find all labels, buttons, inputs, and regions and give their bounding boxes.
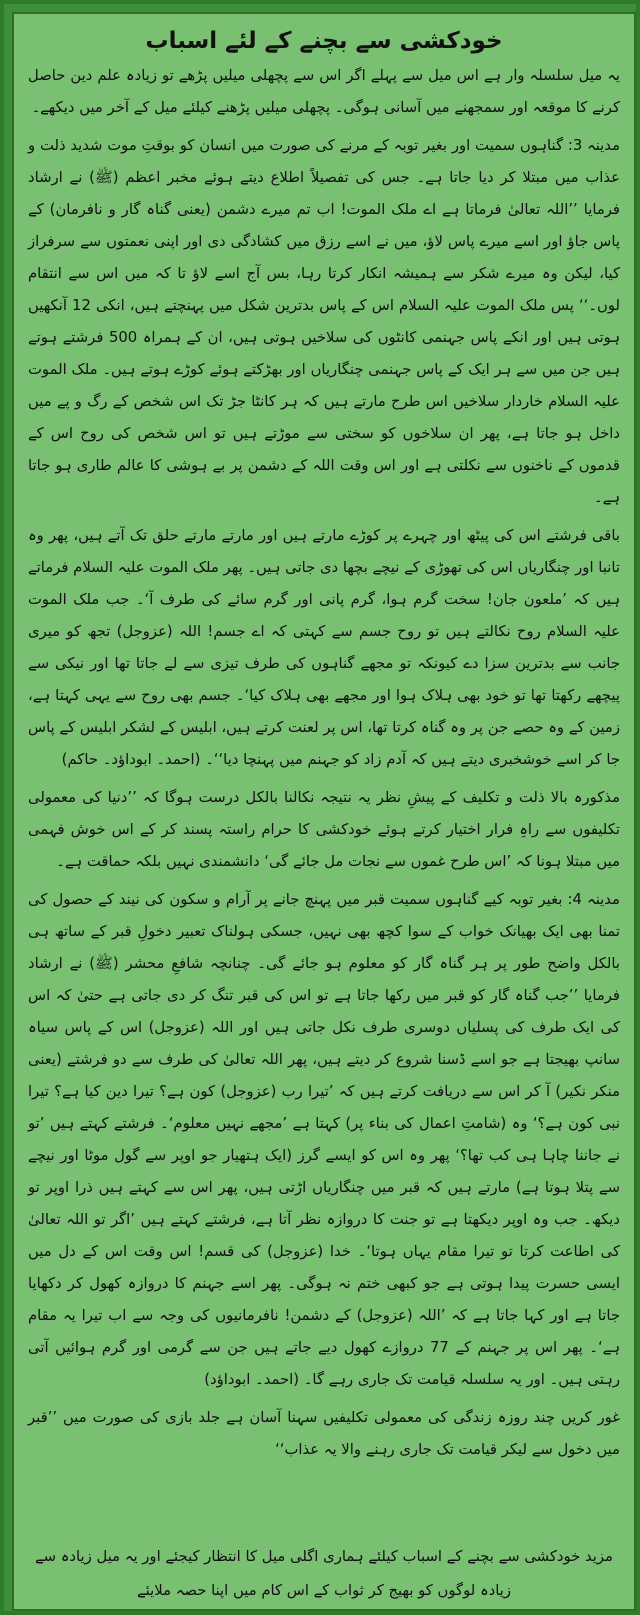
madina-4-paragraph: مدینہ 4: بغیر توبہ کیے گناہوں سمیت قبر میں پہنچ جانے پر آرام و سکون کی نیند کے حصول کی تمنا بھی ایک بھیانک خواب کے سوا کچھ بھی نہیں، جسکی ہولناک تعبیر دخولِ قبر کے ساتھ ہی بالکل واضح طور پر ہر گناہ گار کو معلوم ہو جائے گی۔ چنانچہ شافعِ محشر (ﷺ) نے ارشاد فرمایا ’’جب گناہ گار کو قبر میں رکھا جاتا ہے تو اس کی قبر تنگ کر دی جاتی ہے حتیٰ کہ اس کی ایک طرف کی پسلیاں دوسری طرف نکل جاتی ہیں اور اللہ (عزوجل) اس کے پاس سیاہ سانپ بھیجتا ہے جو اسے ڈسنا شروع کر دیتے ہیں، پھر اللہ تعالیٰ کی طرف سے دو فرشتے (یعنی منکر نکیر) آ کر اس سے دریافت کرتے ہیں کہ ’تیرا رب (عزوجل) کون ہے؟ تیرا دین کیا ہے؟ تیرا نبی کون ہے؟‘ وہ (شامتِ اعمال کی بناء پر) کہتا ہے ’مجھے نہیں معلوم‘۔ فرشتے کہتے ہیں ’تو نے جاننا چاہا ہی کب تھا؟‘ پھر وہ اس کو ایسے گرز (ایک ہتھیار جو اوپر سے گول موٹا اور نیچے سے پتلا ہوتا ہے) مارتے ہیں کہ قبر میں چنگاریاں اڑتی ہیں، پھر اس سے کہتے ہیں ذرا اوپر تو دیکھ۔ جب وہ اوپر دیکھتا ہے تو جنت کا دروازہ نظر آتا ہے، فرشتے کہتے ہیں ’اگر تو اللہ تعالیٰ کی اطاعت کرتا تو تیرا مقام یہاں ہوتا‘۔ خدا (عزوجل) کی قسم! اس وقت اس کے دل میں ایسی حسرت پیدا ہوتی ہے جو کبھی ختم نہ ہوگی۔ پھر اسے جہنم کا دروازہ کھول کر دکھایا جاتا ہے اور کہا جاتا ہے کہ ’اللہ (عزوجل) کے دشمن! نافرمانیوں کی وجہ سے اب تیرا یہ مقام ہے‘۔ پھر اس پر جہنم کے 77 دروازے کھول دیے جاتے ہیں جن سے گرمی اور گرم ہوائیں آتی رہتی ہیں۔ اور یہ سلسلہ قیامت تک جاری رہے گا۔ (احمد۔ ابوداؤد) xyxy=(28,891,620,1388)
conclusion-paragraph: مذکورہ بالا ذلت و تکلیف کے پیشِ نظر یہ نتیجہ نکالنا بالکل درست ہوگا کہ ’’دنیا کی معمولی تکلیفوں سے راہِ فرار اختیار کرتے ہوئے خودکشی کا حرام راستہ پسند کر کے اس خوش فہمی میں مبتلا ہونا کہ ’اس طرح غموں سے نجات مل جائے گی‘ دانشمندی نہیں بلکہ حماقت ہے۔ xyxy=(28,789,620,870)
page-title: خودکشی سے بچنے کے لئے اسباب xyxy=(145,28,503,54)
reflection-paragraph: غور کریں چند روزہ زندگی کی معمولی تکلیفیں سہنا آسان ہے جلد بازی کی صورت میں ’’قبر میں دخول سے لیکر قیامت تک جاری رہنے والا یہ عذاب‘‘ xyxy=(28,1409,620,1458)
madina-3-paragraph: مدینہ 3: گناہوں سمیت اور بغیر توبہ کے مرنے کی صورت میں انسان کو بوقتِ موت شدید ذلت و عذاب میں مبتلا کر دیا جاتا ہے۔ جس کی تفصیلاً اطلاع دیتے ہوئے مخبر اعظم (ﷺ) نے ارشاد فرمایا ’’اللہ تعالیٰ فرماتا ہے اے ملک الموت! اب تم میرے دشمن (یعنی گناہ گار و نافرمان) کے پاس جاؤ اور اسے میرے پاس لاؤ، میں نے اسے رزق میں کشادگی دی اور اپنی نعمتوں سے سرفراز کیا، لیکن وہ میرے شکر سے ہمیشہ انکار کرتا رہا، بس آج اسے لاؤ تا کہ میں اس سے انتقام لوں۔‘‘ پس ملک الموت علیہ السلام اس کے پاس بدترین شکل میں پہنچتے ہیں، انکی 12 آنکھیں ہوتی ہیں اور انکے پاس جہنمی کانٹوں کی سلاخیں ہوتی ہیں، ان کے ہمراہ 500 فرشتے ہوتے ہیں جن میں سے ہر ایک کے پاس جہنمی چنگاریاں اور بھڑکتے ہوئے کوڑے ہوتے ہیں۔ ملک الموت علیہ السلام خاردار سلاخیں اس طرح مارتے ہیں کہ ہر کانٹا جڑ تک اس شخص کے رگ و پے میں داخل ہو جاتا ہے، پھر ان سلاخوں کو سختی سے موڑتے ہیں تو اس شخص کی روح اس کے قدموں کے ناخنوں سے نکلتی ہے اور اس وقت اللہ کے دشمن پر بے ہوشی کا عالم طاری ہو جاتا ہے۔ xyxy=(28,137,621,506)
spacer xyxy=(28,1472,620,1540)
intro-paragraph: یہ میل سلسلہ وار ہے اس میل سے پہلے اگر اس سے پچھلی میلیں پڑھے تو زیادہ علم دین حاصل کرنے کا موقعہ اور سمجھنے میں آسانی ہوگی۔ پچھلی میلیں پڑھنے کیلئے میل کے آخر میں دیکھے۔ xyxy=(28,67,620,116)
content-panel xyxy=(12,12,636,1611)
closing-message: مزید خودکشی سے بچنے کے اسباب کیلئے ہماری اگلی میل کا انتظار کیجئے اور یہ میل زیادہ سے زیادہ لوگوں کو بھیج کر ثواب کے اس کام میں اپنا حصہ ملایئے xyxy=(34,1548,613,1599)
angels-paragraph: باقی فرشتے اس کی پیٹھ اور چہرے پر کوڑے مارتے ہیں اور مارتے مارتے حلق تک آتے ہیں، پھر وہ تانبا اور چنگاریاں اس کی تھوڑی کے نیچے بچھا دی جاتی ہیں۔ پھر ملک الموت علیہ السلام فرماتے ہیں کہ ’ملعون جان! سخت گرم ہوا، گرم پانی اور گرم سائے کی طرف آ‘۔ جب ملک الموت علیہ السلام روح نکالتے ہیں تو روح جسم سے کہتی کہ اے جسم! اللہ (عزوجل) تجھ کو میری جانب سے بدترین سزا دے کیونکہ تو مجھے گناہوں کی طرف تیزی سے لے جاتا تھا اور نیکی سے پیچھے رکھتا تھا تو خود بھی ہلاک ہوا اور مجھے بھی ہلاک کیا‘۔ جسم بھی روح سے یہی کہتا ہے، زمین کے وہ حصے جن پر وہ گناہ کرتا تھا، اس پر لعنت کرتے ہیں، ابلیس کے لشکر ابلیس کے پاس جا کر اسے خوشخبری دیتے ہیں کہ آدم زاد کو جہنم میں پہنچا دیا‘‘۔ (احمد۔ ابوداؤد۔ حاکم) xyxy=(28,527,620,768)
